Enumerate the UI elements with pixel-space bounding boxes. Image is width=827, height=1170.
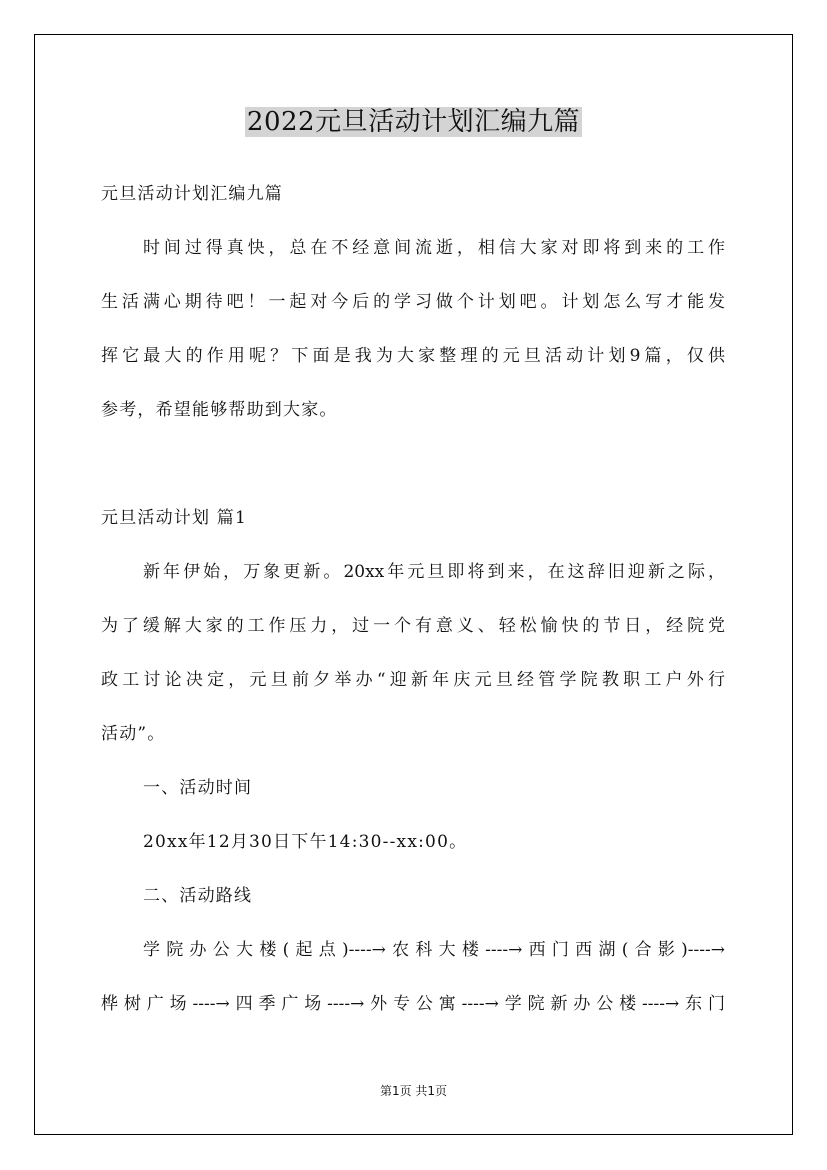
document-title (0, 102, 827, 142)
intro-paragraph-line-2: 生活满心期待吧！一起对今后的学习做个计划吧。计划怎么写才能发 (101, 292, 725, 312)
document-title-text: 2022元旦活动计划汇编九篇 (246, 107, 581, 137)
activity-route-line-2: 桦树广场----→四季广场----→外专公寓----→学院新办公楼----→东门 (101, 994, 725, 1014)
subtitle-line: 元旦活动计划汇编九篇 (101, 184, 283, 204)
page-footer: 第1页 共1页 (379, 1084, 448, 1098)
intro-paragraph-line-1: 时间过得真快，总在不经意间流逝，相信大家对即将到来的工作 (143, 238, 725, 258)
plan-1-paragraph-line-1: 新年伊始，万象更新。20xx年元旦即将到来，在这辞旧迎新之际， (143, 562, 725, 582)
intro-paragraph-line-4: 参考，希望能够帮助到大家。 (101, 400, 338, 420)
section-heading-plan-1: 元旦活动计划 篇1 (101, 508, 248, 528)
activity-time-value: 20xx年12月30日下午14:30--xx:00。 (143, 832, 468, 852)
plan-1-paragraph-line-2: 为了缓解大家的工作压力，过一个有意义、轻松愉快的节日，经院党 (101, 616, 725, 636)
plan-1-paragraph-line-4: 活动”。 (101, 724, 166, 744)
intro-paragraph-line-3: 挥它最大的作用呢？下面是我为大家整理的元旦活动计划9篇，仅供 (101, 346, 725, 366)
activity-route-heading: 二、活动路线 (143, 886, 253, 906)
plan-1-paragraph-line-3: 政工讨论决定，元旦前夕举办“迎新年庆元旦经管学院教职工户外行 (101, 670, 725, 690)
activity-time-heading: 一、活动时间 (143, 778, 253, 798)
activity-route-line-1: 学院办公大楼(起点)----→农科大楼----→西门西湖(合影)----→ (143, 940, 725, 960)
